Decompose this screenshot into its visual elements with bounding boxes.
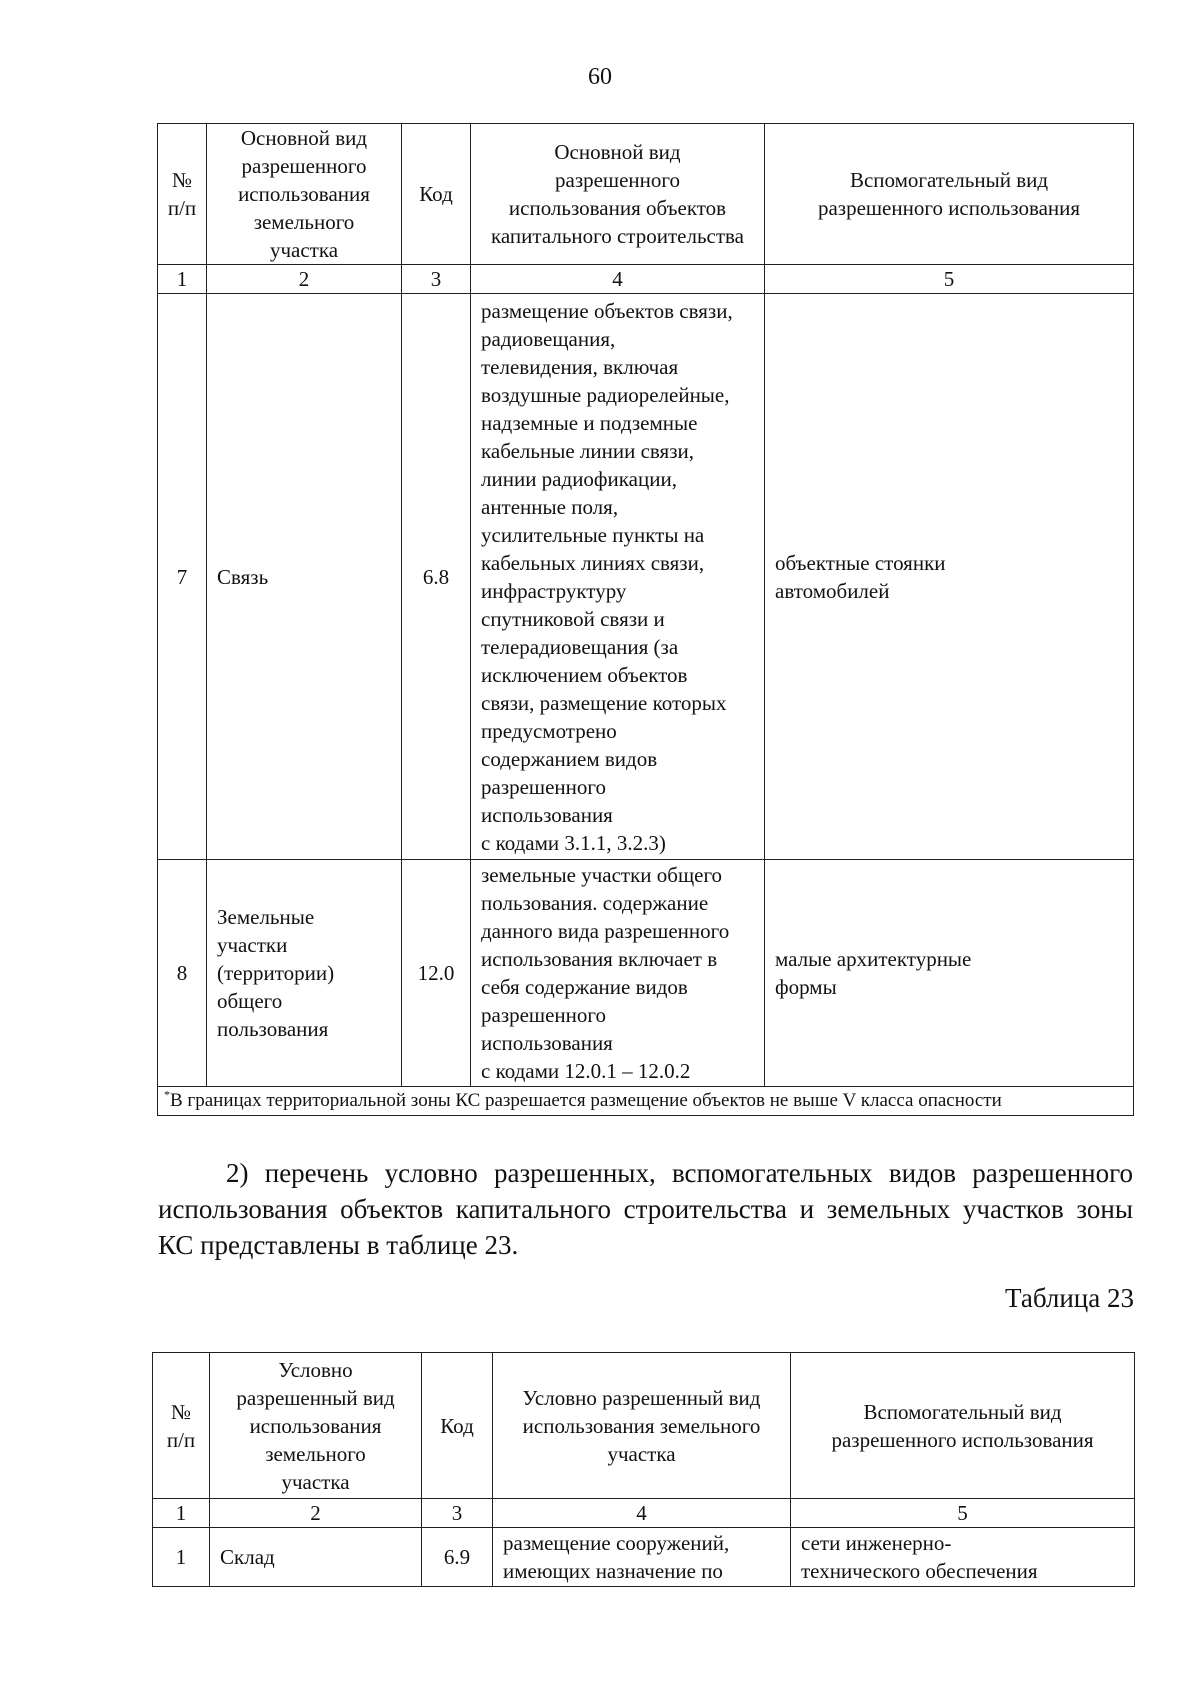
table-caption: Таблица 23 — [1005, 1283, 1134, 1313]
page-number: 60 — [588, 64, 612, 90]
use-code: 6.8 — [402, 294, 471, 860]
use-description: размещение объектов связи, радиовещания, телевидения, включая воздушные радиорелейные, надземные и подземные кабельные линии связи, линии радиофикации, антенные поля, усилительные пункты на кабельных линиях связи, инфраструктуру спутниковой связи и телерадиовещания (за исключением объектов связи, размещение которых предусмотрено содержанием видов разрешенного использования с кодами 3.1.1, 3.2.3) — [471, 294, 765, 860]
column-number-row — [153, 1499, 1135, 1528]
auxiliary-use: малые архитектурные формы — [765, 860, 1134, 1087]
header-code: Код — [402, 124, 471, 265]
header-code: Код — [422, 1353, 493, 1499]
header-auxiliary-use: Вспомогательный вид разрешенного использования — [765, 124, 1134, 265]
header-auxiliary-use: Вспомогательный вид разрешенного использования — [791, 1353, 1135, 1499]
header-construction-use: Основной вид разрешенного использования объектов капитального строительства — [471, 124, 765, 265]
column-number-row — [158, 265, 1134, 294]
table-row — [158, 860, 1134, 1087]
permitted-use-table — [157, 123, 1134, 1116]
table-row — [158, 294, 1134, 860]
auxiliary-use: объектные стоянки автомобилей — [765, 294, 1134, 860]
column-number: 3 — [422, 1499, 493, 1528]
row-number: 1 — [153, 1528, 210, 1587]
use-description: размещение сооружений, имеющих назначение по — [493, 1528, 791, 1587]
header-number: № п/п — [158, 124, 207, 265]
column-number: 4 — [471, 265, 765, 294]
column-number: 1 — [153, 1499, 210, 1528]
header-number: № п/п — [153, 1353, 210, 1499]
column-number: 2 — [210, 1499, 422, 1528]
footnote-mark: * — [164, 1087, 170, 1102]
use-description: земельные участки общего пользования. содержание данного вида разрешенного использования включает в себя содержание видов разрешенного использования с кодами 12.0.1 – 12.0.2 — [471, 860, 765, 1087]
header-conditional-parcel-use: Условно разрешенный вид использования земельного участка — [493, 1353, 791, 1499]
header-land-use: Основной вид разрешенного использования земельного участка — [207, 124, 402, 265]
column-number: 3 — [402, 265, 471, 294]
row-number: 7 — [158, 294, 207, 860]
table-row — [153, 1528, 1135, 1587]
use-code: 12.0 — [402, 860, 471, 1087]
column-number: 1 — [158, 265, 207, 294]
header-conditional-land-use: Условно разрешенный вид использования земельного участка — [210, 1353, 422, 1499]
table-header-row — [158, 124, 1134, 265]
land-use-name: Связь — [207, 294, 402, 860]
conditional-use-table — [152, 1352, 1135, 1587]
footnote-row — [158, 1087, 1134, 1116]
column-number: 5 — [765, 265, 1134, 294]
column-number: 4 — [493, 1499, 791, 1528]
row-number: 8 — [158, 860, 207, 1087]
table-footnote — [158, 1087, 1134, 1116]
column-number: 2 — [207, 265, 402, 294]
column-number: 5 — [791, 1499, 1135, 1528]
use-code: 6.9 — [422, 1528, 493, 1587]
body-paragraph: 2) перечень условно разрешенных, вспомогательных видов разрешенного использования объектов капитального строительства и земельных участков зоны КС представлены в таблице 23. — [158, 1158, 1133, 1260]
table-header-row — [153, 1353, 1135, 1499]
land-use-name: Склад — [210, 1528, 422, 1587]
footnote-text: В границах территориальной зоны КС разрешается размещение объектов не выше V класса опасности — [170, 1090, 1002, 1111]
auxiliary-use: сети инженерно- технического обеспечения — [791, 1528, 1135, 1587]
land-use-name: Земельные участки (территории) общего пользования — [207, 860, 402, 1087]
